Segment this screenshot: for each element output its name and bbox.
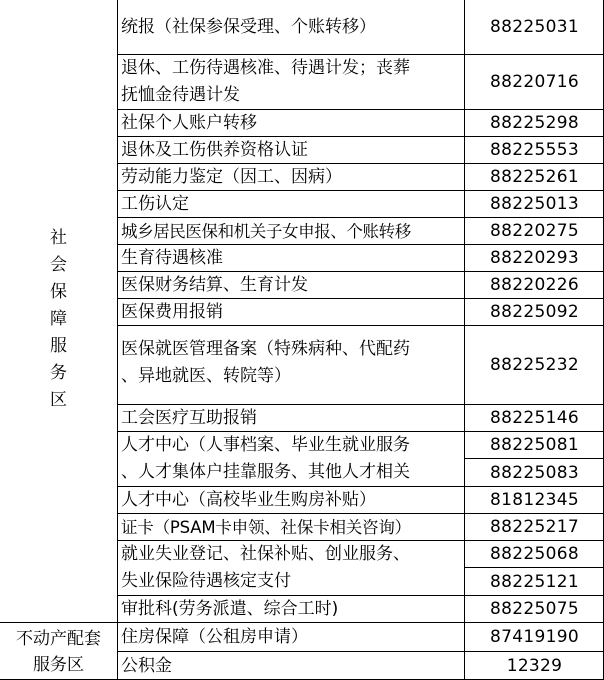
grid-line: [117, 595, 604, 596]
table-row-phone: 88225553: [490, 140, 579, 160]
table-row-phone: 12329: [506, 656, 563, 676]
table-row-phone: 88225298: [490, 113, 579, 133]
table-row-service: 就业失业登记、社保补贴、创业服务、 失业保险待遇核定支付: [121, 544, 410, 591]
grid-line: [0, 622, 604, 623]
zone-social-security: [0, 0, 117, 622]
table-row-phone: 88225121: [490, 571, 579, 592]
zone-property-line-1: 不动产配套: [16, 628, 101, 649]
table-row-service: 审批科(劳务派遣、综合工时): [121, 598, 339, 619]
grid-line: [117, 513, 604, 514]
table-row-phone: 88225261: [490, 167, 579, 187]
table-row-phone: 88220275: [490, 221, 579, 241]
table-row-phone: 88225068: [490, 544, 579, 564]
grid-line: [117, 325, 604, 326]
table-row-phone: 88220293: [490, 248, 579, 268]
grid-line: [117, 298, 604, 299]
grid-line: [117, 244, 604, 245]
grid-line: [464, 458, 604, 459]
table-row-phone: 87419190: [490, 627, 579, 647]
table-row-phone: 88225013: [490, 194, 579, 214]
table-row-phone: 88225081: [490, 435, 579, 455]
table-row-service: 劳动能力鉴定（因工、因病）: [121, 166, 342, 187]
table-row-phone: 88225232: [490, 355, 579, 375]
grid-line: [117, 540, 604, 541]
grid-line: [117, 404, 604, 405]
table-row-service: 住房保障（公租房申请）: [121, 626, 308, 647]
table-row-service: 医保费用报销: [121, 301, 223, 322]
table-row-service: 人才中心（高校毕业生购房补贴）: [121, 489, 376, 510]
table-row-phone: 88225092: [490, 302, 579, 322]
table-row-phone: 88220716: [490, 72, 579, 92]
zone-property-line-2: 服务区: [33, 654, 84, 675]
table-row-phone: 88225146: [490, 408, 579, 428]
table-row-service: 医保财务结算、生育计发: [121, 274, 308, 295]
table-row-service: 医保就医管理备案（特殊病种、代配药 、异地就医、转院等）: [121, 339, 410, 386]
grid-line: [464, 567, 604, 568]
table-row-service: 社保个人账户转移: [121, 112, 257, 133]
table-row-service: 统报（社保参保受理、个账转移）: [121, 16, 376, 37]
grid-line: [117, 486, 604, 487]
table-row-service: 退休、工伤待遇核准、待遇计发；丧葬 抚恤金待遇计发: [121, 58, 410, 105]
table-row-phone: 81812345: [490, 490, 579, 510]
table-row-phone: 88225083: [490, 462, 579, 483]
table-row-service: 工会医疗互助报销: [121, 407, 257, 428]
table-row-service: 公积金: [121, 655, 172, 676]
zone-social-security-label: 社 会 保 障 服 务 区: [50, 227, 67, 410]
grid-line: [117, 271, 604, 272]
table-row-phone: 88225217: [490, 517, 579, 537]
table-row-phone: 88225075: [490, 599, 579, 619]
grid-line: [117, 217, 604, 218]
table-row-phone: 88225031: [490, 17, 579, 37]
grid-line: [117, 163, 604, 164]
table-row-service: 城乡居民医保和机关子女申报、个账转移: [121, 221, 411, 241]
grid-line: [117, 136, 604, 137]
zone-property: [0, 623, 117, 680]
grid-line: [117, 109, 604, 110]
grid-line: [117, 0, 118, 680]
table-row-service: 工伤认定: [121, 193, 189, 214]
grid-line: [117, 651, 604, 652]
table-row-service: 生育待遇核准: [121, 247, 223, 268]
table-row-service: 退休及工伤供养资格认证: [121, 139, 308, 160]
grid-line: [464, 0, 465, 680]
grid-line: [117, 190, 604, 191]
table-row-service: 人才中心（人事档案、毕业生就业服务 、人才集体户挂靠服务、其他人才相关: [121, 435, 410, 482]
table-row-phone: 88220226: [490, 275, 579, 295]
grid-line: [117, 431, 604, 432]
grid-line: [117, 54, 604, 55]
table-row-service: 证卡（PSAM卡申领、社保卡相关咨询）: [121, 517, 411, 537]
